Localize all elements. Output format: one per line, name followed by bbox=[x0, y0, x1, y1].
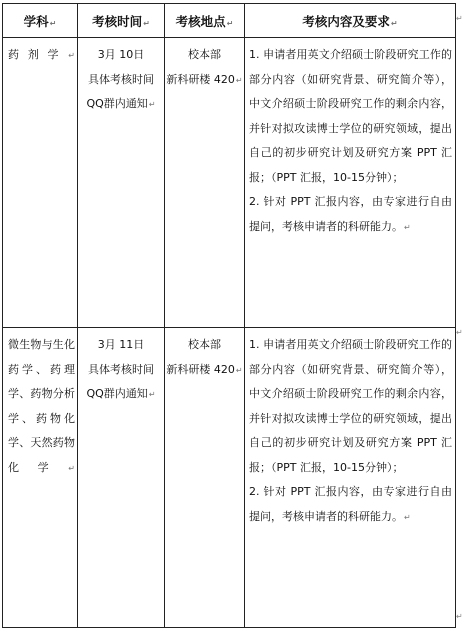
place-cell: 校本部 新科研楼 420↵ bbox=[165, 328, 245, 628]
header-time: 考核时间↵ bbox=[78, 4, 165, 38]
header-place: 考核地点↵ bbox=[165, 4, 245, 38]
row-end-mark: ↵ bbox=[456, 14, 463, 23]
table-header-row bbox=[3, 4, 456, 38]
subject-cell: 微生物与生化药学、药理学、药物分析学、药物化学、天然药物化学↵ bbox=[3, 328, 78, 628]
content-cell bbox=[245, 38, 456, 328]
content-cell bbox=[245, 328, 456, 628]
content-item-2: 2. 针对 PPT 汇报内容，由专家进行自由提问，考核申请者的科研能力。↵ bbox=[249, 195, 452, 233]
header-subject: 学科↵ bbox=[3, 4, 78, 38]
time-cell: 3月 11日 具体考核时间 QQ群内通知↵ bbox=[78, 328, 165, 628]
row-end-mark: ↵ bbox=[456, 612, 463, 621]
subject-cell: 药剂学↵ bbox=[3, 38, 78, 328]
place-cell: 校本部 新科研楼 420↵ bbox=[165, 38, 245, 328]
table-row bbox=[3, 328, 456, 628]
content-item-1: 1. 申请者用英文介绍硕士阶段研究工作的部分内容（如研究背景、研究简介等），中文介绍硕士阶段研究工作的剩余内容，并针对拟攻读博士学位的研究领域，提出自己的初步研究计划及研究方案 PPT 汇报；（PPT 汇报，10-15分钟）； bbox=[249, 48, 452, 184]
time-cell: 3月 10日 具体考核时间 QQ群内通知↵ bbox=[78, 38, 165, 328]
content-item-1: 1. 申请者用英文介绍硕士阶段研究工作的部分内容（如研究背景、研究简介等），中文介绍硕士阶段研究工作的剩余内容，并针对拟攻读博士学位的研究领域，提出自己的初步研究计划及研究方案 PPT 汇报；（PPT 汇报，10-15分钟）； bbox=[249, 338, 452, 474]
exam-schedule-table bbox=[2, 3, 456, 628]
header-content: 考核内容及要求↵ bbox=[245, 4, 456, 38]
row-end-mark: ↵ bbox=[456, 328, 463, 337]
content-item-2: 2. 针对 PPT 汇报内容，由专家进行自由提问，考核申请者的科研能力。↵ bbox=[249, 485, 452, 523]
table-row bbox=[3, 38, 456, 328]
